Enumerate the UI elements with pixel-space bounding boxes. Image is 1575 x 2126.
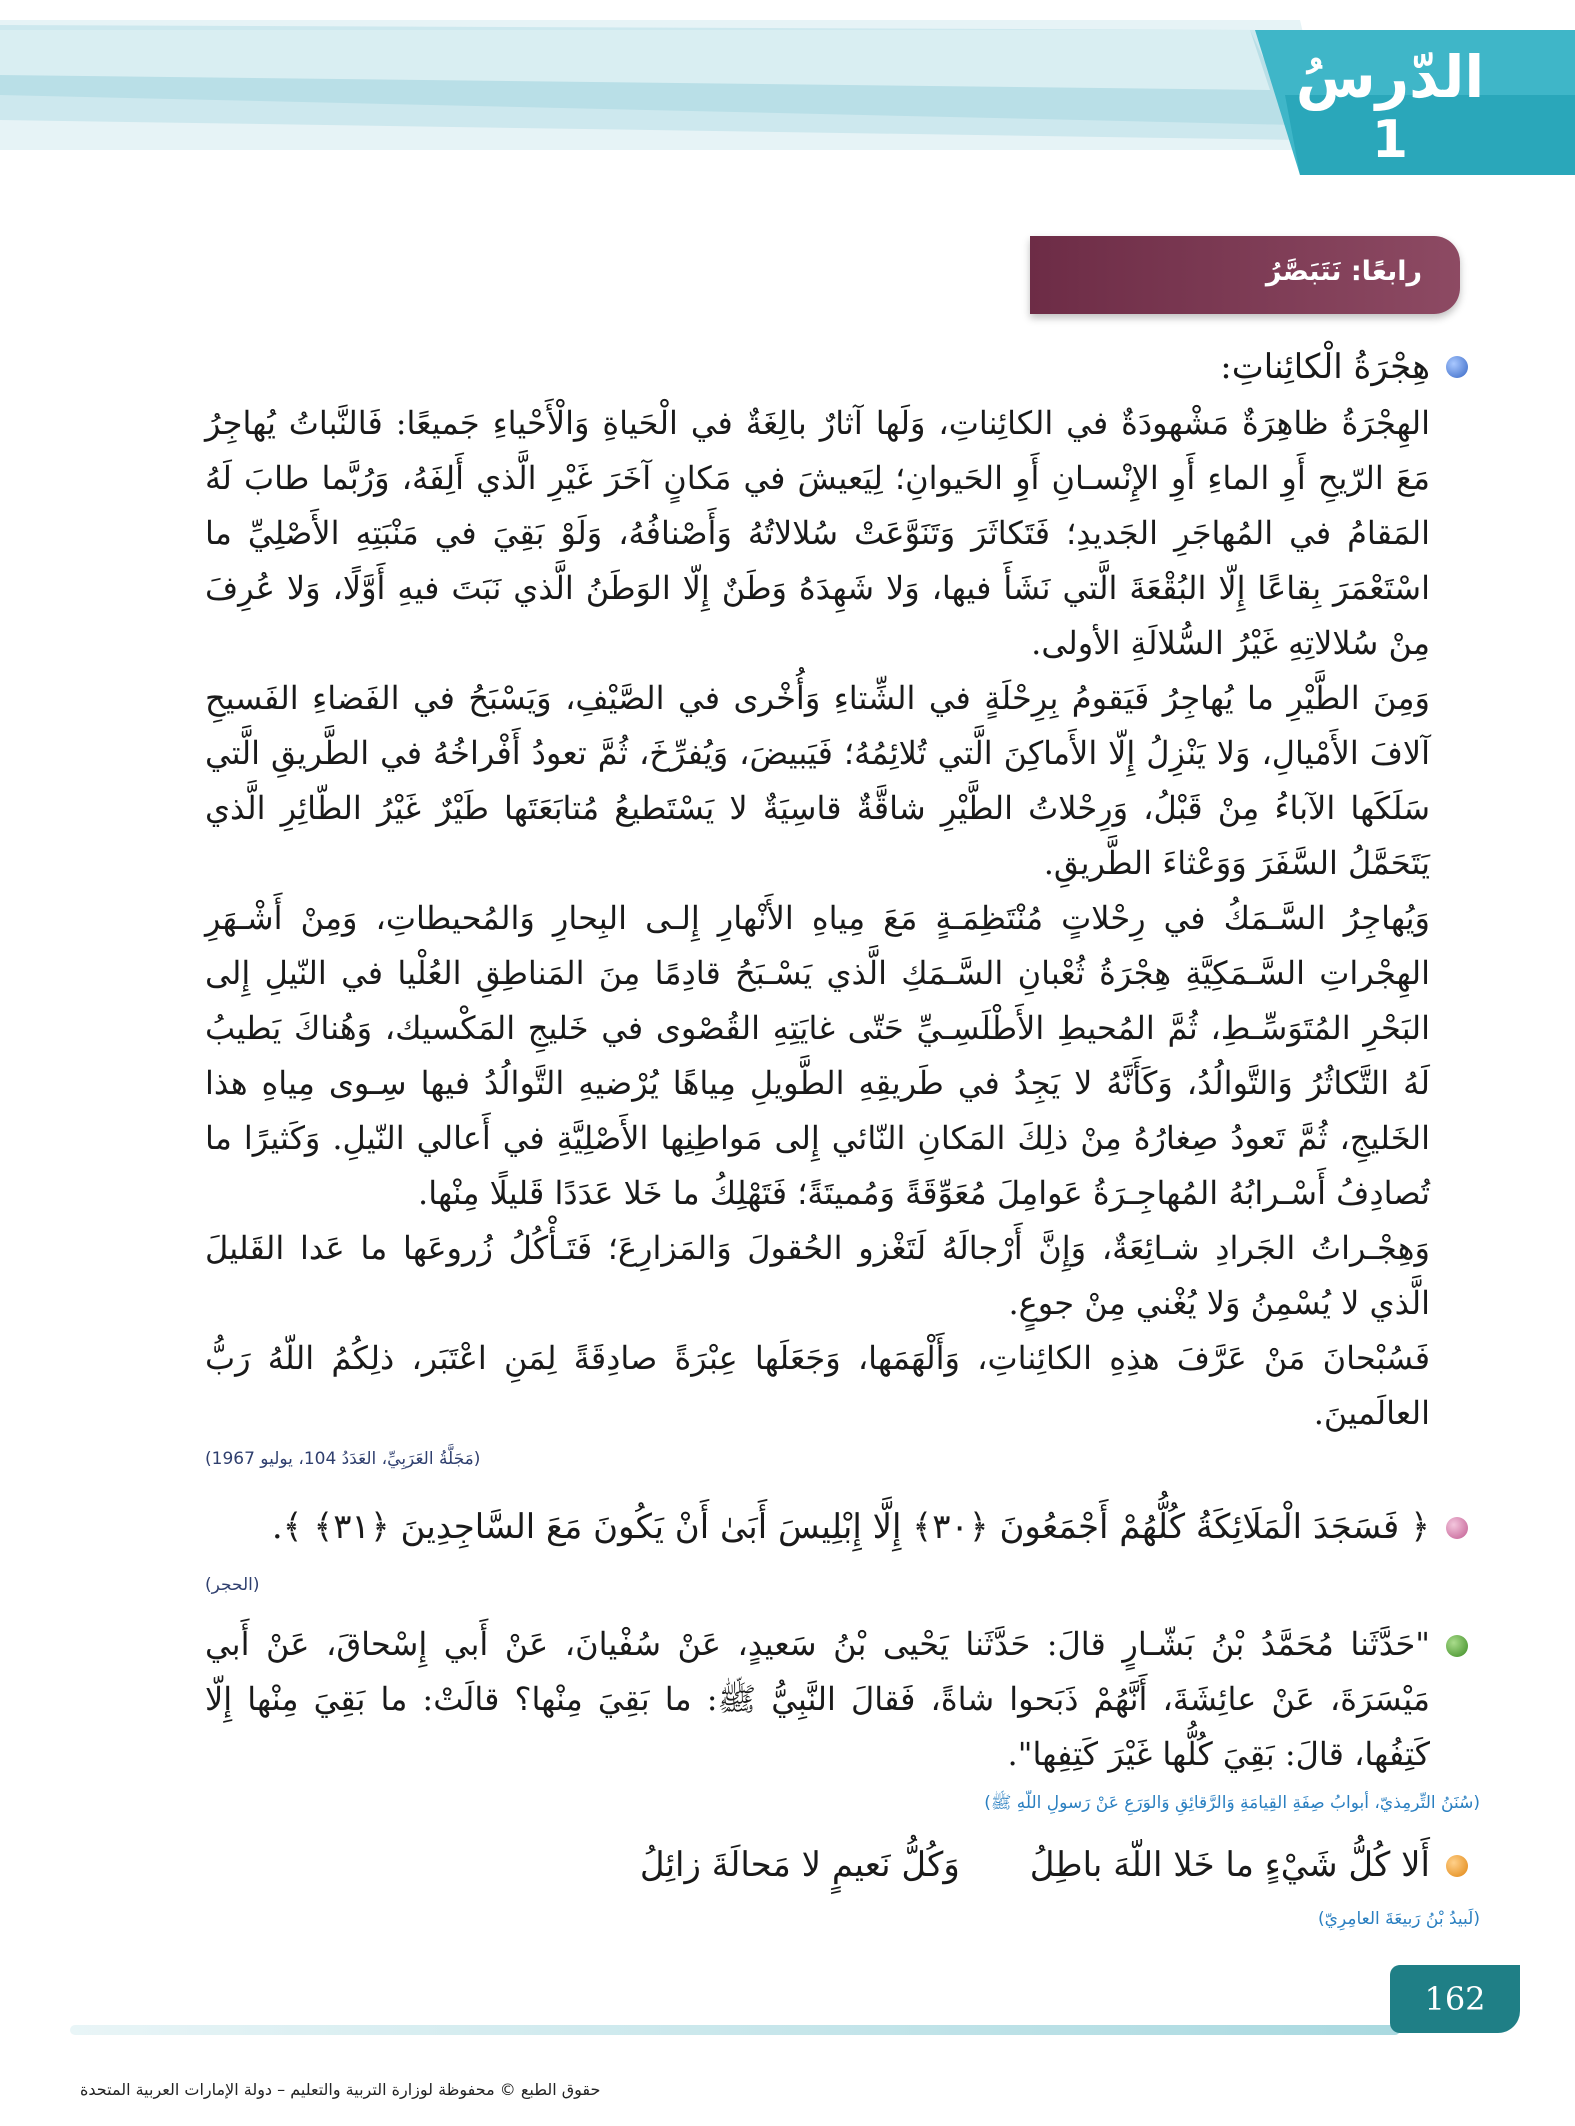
poem-source: (لَبيدُ بْنُ رَبيعَةَ العامِرِيّ) (1318, 1909, 1480, 1929)
hadith-text: "حَدَّثَنا مُحَمَّدُ بْنُ بَشّـارٍ قالَ: حَدَّثَنا يَحْيى بْنُ سَعيدٍ، عَنْ سُفْيانَ، عَنْ أَبي إِسْحاقَ، عَنْ أَبي مَيْسَرَةَ، عَنْ عائِشَةَ، أَنَّهُمْ ذَبَحوا شاةً، فَقالَ النَّبِيُّ ﷺ: ما بَقِيَ مِنْها؟ قالَتْ: ما بَقِيَ مِنْها إِلّا كَتِفُها، قالَ: بَقِيَ كُلُّها غَيْرَ كَتِفِها". (205, 1625, 1430, 1773)
migration-paragraph: وَهِجْـراتُ الجَرادِ شـائِعَةٌ، وَإِنَّ أَرْجالَهُ لَتَغْزو الحُقولَ وَالمَزارِعَ؛ فَتَـأْكُلُ زُروعَها ما عَدا القَليلَ الَّذي لا يُسْمِنُ وَلا يُغْني مِنْ جوعٍ. (205, 1229, 1430, 1322)
quran-row (205, 1497, 1480, 1557)
migration-heading-row (205, 338, 1480, 396)
main-content (205, 338, 1480, 1929)
blue-bullet-icon (1446, 356, 1468, 378)
lesson-word: الدّرسُ (1295, 43, 1485, 111)
page-bar (70, 2025, 1400, 2035)
migration-paragraph: وَمِنَ الطَّيْرِ ما يُهاجِرُ فَيَقومُ بِرِحْلَةٍ في الشِّتاءِ وَأُخْرى في الصَّيْفِ، وَيَسْبَحُ في الفَضاءِ الفَسيحِ آلافَ الأَمْيالِ، وَلا يَنْزِلُ إِلّا الأَماكِنَ الَّتي تُلائِمُهُ؛ فَيَبيضَ، وَيُفرِّخَ، ثُمَّ تعودُ أَفْراخُهُ في الطَّريقِ الَّتي سَلَكَها الآباءُ مِنْ قَبْلُ، وَرِحْلاتُ الطَّيْرِ شاقَّةٌ قاسِيَةٌ لا يَسْتَطيعُ مُتابَعَتَها طَيْرٌ غَيْرُ الطّائِرِ الَّذي يَتَحَمَّلُ السَّفَرَ وَوَعْثاءَ الطَّريقِ. (205, 679, 1431, 882)
poem-first-hemistich: أَلا كُلُّ شَيْءٍ ما خَلا اللّهَ باطِلُ (1029, 1845, 1430, 1885)
migration-heading: هِجْرَةُ الْكائِناتِ: (1220, 347, 1430, 387)
lesson-label (1260, 43, 1520, 170)
section-tab (1030, 236, 1460, 314)
lesson-number: 1 (1371, 110, 1409, 170)
migration-paragraph: فَسُبْحانَ مَنْ عَرَّفَ هذِهِ الكائِناتِ، وَأَلْهَمَها، وَجَعَلَها عِبْرَةً صادِقَةً لِمَنِ اعْتَبَر، ذلِكُمُ اللّهُ رَبُّ العالَمينَ. (205, 1339, 1430, 1432)
quran-verse: ﴿ فَسَجَدَ الْمَلَائِكَةُ كُلُّهُمْ أَجْمَعُونَ ﴿٣٠﴾ إِلَّا إِبْلِيسَ أَبَىٰ أَنْ يَكُونَ مَعَ السَّاجِدِينَ ﴿٣١﴾ ﴾. (271, 1507, 1430, 1547)
green-bullet-icon (1446, 1635, 1468, 1657)
migration-paragraph: الهِجْرَةُ ظاهِرَةٌ مَشْهودَةٌ في الكائِناتِ، وَلَها آثارٌ بالِغَةٌ في الْحَياةِ وَالْأَحْياءِ جَميعًا: فَالنَّباتُ يُهاجِرُ مَعَ الرّيحِ أَوِ الماءِ أَوِ الإِنْسـانِ أَوِ الحَيوانِ؛ لِيَعيشَ في مَكانٍ آخَرَ غَيْرِ الَّذي أَلِفَهُ، وَرُبَّما طابَ لَهُ المَقامُ في المُهاجَرِ الجَديدِ؛ فَتَكاثَرَ وَتَنَوَّعَتْ سُلالاتُهُ وَأَصْنافُهُ، وَلَوْ بَقِيَ في مَنْبَتِهِ الأَصْلِيِّ ما اسْتَعْمَرَ بِقاعًا إِلّا البُقْعَةَ الَّتي نَشَأَ فيها، وَلا شَهِدَهُ وَطَنٌ إِلّا الوَطَنُ الَّذي نَبَتَ فيهِ أَوَّلًا، وَلا عُرِفَ مِنْ سُلالاتِهِ غَيْرُ السُّلالَةِ الأولى. (205, 404, 1431, 662)
copyright-footer: حقوق الطبع © محفوظة لوزارة التربية والتعليم – دولة الإمارات العربية المتحدة (80, 2080, 601, 2099)
page-number: 162 (1390, 1965, 1520, 2033)
section-title: رابعًا: نَتَبَصَّرُ (1265, 256, 1422, 287)
orange-bullet-icon (1446, 1855, 1468, 1877)
hadith-row (205, 1617, 1480, 1782)
poem-second-hemistich: وَكُلُّ نَعيمٍ لا مَحالَةَ زائِلُ (639, 1845, 960, 1885)
poem-verse (205, 1835, 1430, 1895)
pink-bullet-icon (1446, 1517, 1468, 1539)
hadith-source: (سُنَنُ التِّرمِذيّ، أبوابُ صِفَةِ القِيامَةِ وَالرَّقائِقِ وَالوَرَعِ عَنْ رَسولِ اللّهِ ﷺ) (984, 1793, 1480, 1813)
quran-source: (الحجر) (205, 1575, 260, 1595)
migration-paragraph: وَيُهاجِرُ السَّـمَكُ في رِحْلاتٍ مُنْتَظِمَـةٍ مَعَ مِياهِ الأَنْهارِ إِلـى البِحارِ وَالمُحيطاتِ، وَمِنْ أَشْـهَرِ الهِجْراتِ السَّـمَكِيَّةِ هِجْرَةُ ثُعْبانِ السَّـمَكِ الَّذي يَسْـبَحُ قادِمًا مِنَ المَناطِقِ العُلْيا في النّيلِ إِلى البَحْرِ المُتَوَسِّـطِ، ثُمَّ المُحيطِ الأَطْلَسِـيِّ حَتّى غايَتِهِ القُصْوى في خَليجِ المَكْسيك، وَهُناكَ يَطيبُ لَهُ التَّكاثُرُ وَالتَّوالُدُ، وَكَأَنَّهُ لا يَجِدُ في طَريقِهِ الطَّويلِ مِياهًا يُرْضيهِ التَّوالُدُ فيها سِـوى مِياهِ هذا الخَليجِ، ثُمَّ تَعودُ صِغارُهُ مِنْ ذلِكَ المَكانِ النّائي إِلى مَواطِنِها الأَصْلِيَّةِ في أَعالي النّيلِ. وَكَثيرًا ما تُصادِفُ أَسْـرابُهُ المُهاجِـرَةُ عَوامِلَ مُعَوِّقَةً وَمُميتَةً؛ فَتَهْلِكُ ما خَلا عَدَدًا قَليلًا مِنْها. (205, 899, 1431, 1212)
poem-row (205, 1835, 1480, 1895)
migration-source: (مَجَلَّةُ العَرَبِيِّ، العَدَدُ 104، يوليو 1967) (205, 1449, 481, 1469)
